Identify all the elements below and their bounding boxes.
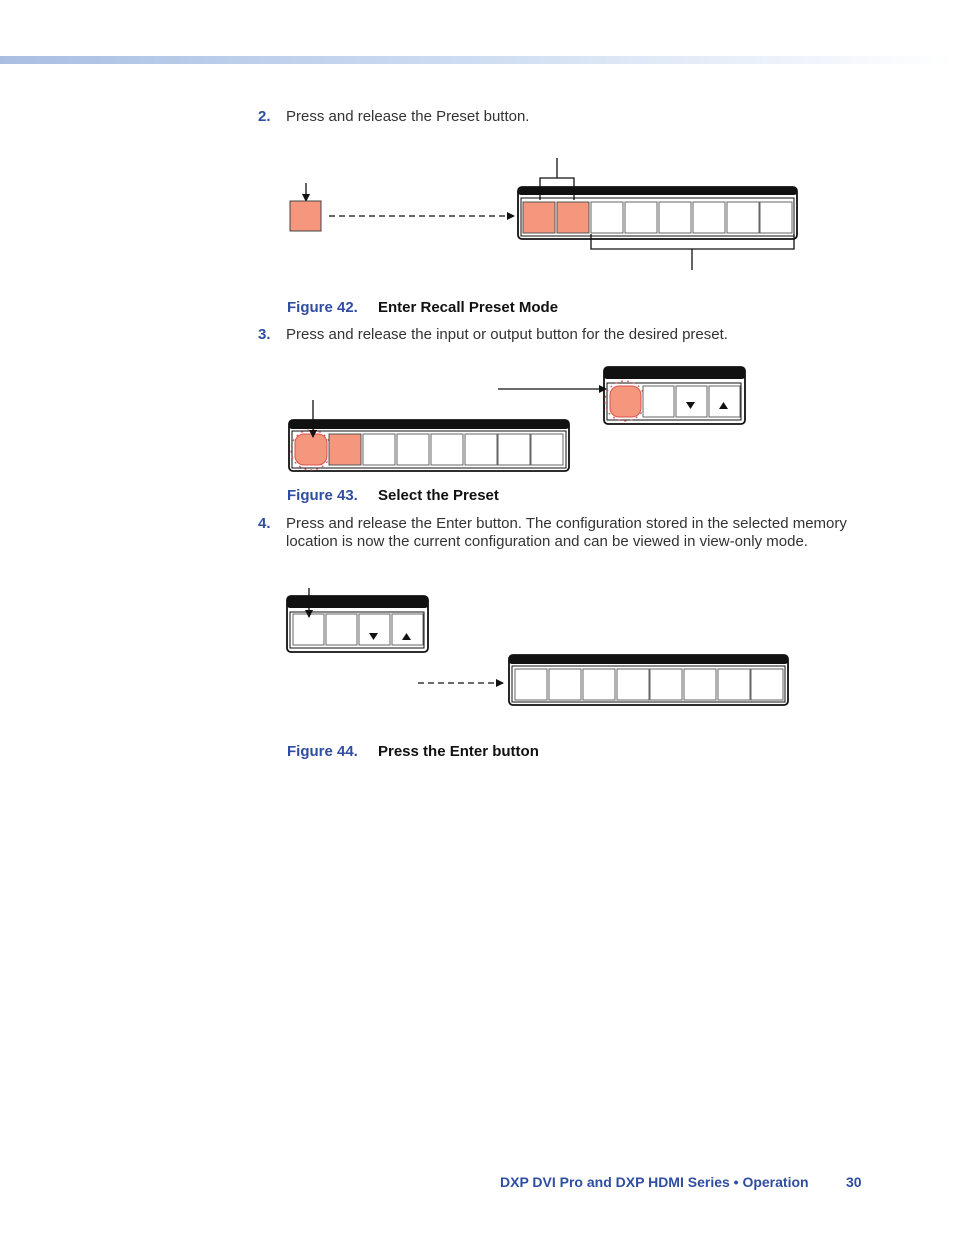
step-number: 2.: [258, 108, 271, 125]
panel-button-4[interactable]: [397, 434, 429, 465]
panel-button-5[interactable]: [659, 202, 691, 233]
panel-button-8[interactable]: [760, 202, 792, 233]
up-button[interactable]: [709, 386, 740, 417]
panel-button-2[interactable]: [549, 669, 581, 700]
control-panel-4: [604, 367, 745, 424]
panel-button-1-lit[interactable]: [523, 202, 555, 233]
preset-button-lit[interactable]: [290, 201, 321, 231]
button-panel-8: [289, 420, 569, 471]
panel-button-7[interactable]: [727, 202, 759, 233]
panel-button-2-lit[interactable]: [557, 202, 589, 233]
panel-button-8[interactable]: [531, 434, 563, 465]
panel-button-7[interactable]: [718, 669, 750, 700]
panel-button-lit[interactable]: [610, 386, 641, 417]
panel-button-4[interactable]: [625, 202, 657, 233]
panel-button-6[interactable]: [684, 669, 716, 700]
step-text: Press and release the Enter button. The configuration stored in the selected memory location is now the current configuration and can be viewed in view-only mode.: [286, 515, 847, 550]
figure-label: Figure 42.: [287, 299, 358, 316]
button-panel-8: [518, 187, 797, 239]
enter-button[interactable]: [293, 614, 324, 645]
panel-button-3[interactable]: [583, 669, 615, 700]
panel-button[interactable]: [643, 386, 674, 417]
figure-label: Figure 44.: [287, 743, 358, 760]
panel-button-8[interactable]: [751, 669, 783, 700]
control-panel-4: [287, 596, 428, 652]
footer-document-title: DXP DVI Pro and DXP HDMI Series • Operation: [500, 1174, 809, 1190]
panel-button-6[interactable]: [465, 434, 497, 465]
figure-label: Figure 43.: [287, 487, 358, 504]
panel-button-5[interactable]: [431, 434, 463, 465]
panel-button-3[interactable]: [363, 434, 395, 465]
down-button[interactable]: [359, 614, 390, 645]
panel-button-1[interactable]: [515, 669, 547, 700]
figure-42-diagram: [0, 150, 954, 280]
panel-button[interactable]: [326, 614, 357, 645]
figure-title: Select the Preset: [378, 487, 499, 504]
figure-title: Enter Recall Preset Mode: [378, 299, 559, 316]
panel-button-7[interactable]: [498, 434, 530, 465]
step-number: 3.: [258, 326, 271, 343]
panel-button-2-lit[interactable]: [329, 434, 361, 465]
panel-button-5[interactable]: [650, 669, 682, 700]
step-text: Press and release the Preset button.: [286, 108, 530, 125]
panel-button-3[interactable]: [591, 202, 623, 233]
figure-title: Press the Enter button: [378, 743, 539, 760]
step-number: 4.: [258, 515, 271, 532]
button-panel-8: [509, 655, 788, 705]
panel-button-1-lit[interactable]: [295, 434, 327, 465]
header-gradient-bar: [0, 56, 954, 64]
up-button[interactable]: [392, 614, 423, 645]
down-button[interactable]: [676, 386, 707, 417]
footer-page-number: 30: [846, 1174, 862, 1190]
figure-44-diagram: [0, 580, 954, 715]
panel-button-4[interactable]: [617, 669, 649, 700]
figure-43-diagram: [0, 360, 954, 480]
step-text: Press and release the input or output button for the desired preset.: [286, 326, 728, 343]
panel-button-6[interactable]: [693, 202, 725, 233]
